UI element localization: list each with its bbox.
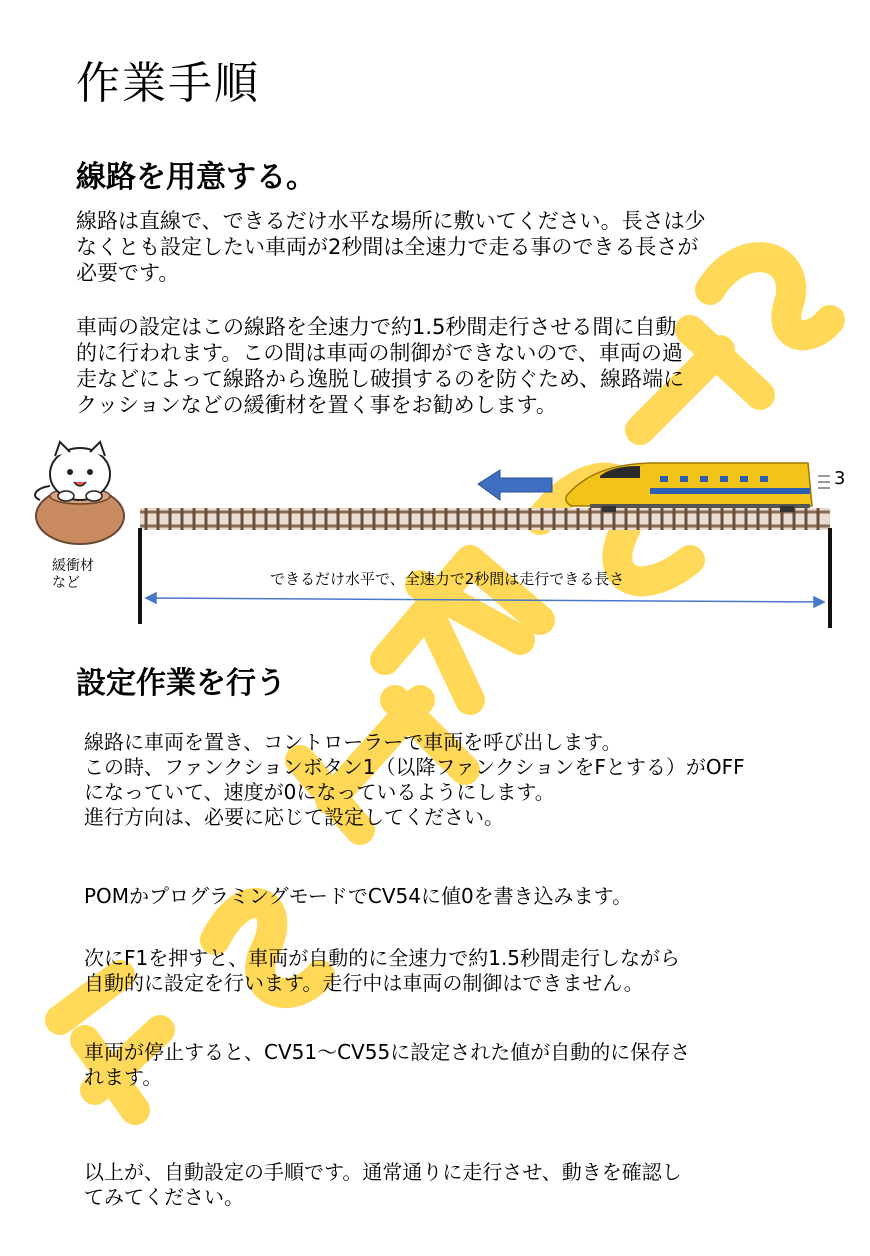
railway-track (140, 508, 830, 530)
section-heading-prepare-track: 線路を用意する。 (76, 160, 316, 195)
direction-arrow-icon (478, 470, 552, 500)
paragraph-cushion-recommendation: 車両の設定はこの線路を全速力で約1.5秒間走行させる間に自動 的に行われます。この間は車両の制御ができないので、車両の過 走などによって線路から逸脱し破損するのを防ぐため、線路端に クッションなどの緩衝材を置く事をお勧めします。 (76, 315, 685, 417)
paragraph-conclusion: 以上が、自動設定の手順です。通常通りに走行させ、動きを確認し てみてください。 (84, 1160, 682, 1209)
paragraph-track-requirements: 線路は直線で、できるだけ水平な場所に敷いてください。長さは少 なくとも設定したい車両が2秒間は全速力で走る事のできる長さが 必要です。 (76, 209, 706, 285)
distance-label: できるだけ水平で、全速力で2秒間は走行できる長さ (270, 570, 625, 588)
cat-cushion-illustration (35, 442, 124, 544)
paragraph-write-cv54: POMかプログラミングモードでCV54に値0を書き込みます。 (84, 884, 633, 908)
paragraph-values-saved: 車両が停止すると、CV51～CV55に設定された値が自動的に保存さ れます。 (84, 1040, 691, 1089)
paragraph-call-vehicle: 線路に車両を置き、コントローラーで車両を呼び出します。 この時、ファンクションボタン1（以降ファンクションをFとする）がOFF になっていて、速度が0になっているようにします。 進行方向は、必要に応じて設定してください。 (84, 730, 745, 829)
length-dimension-arrow (146, 593, 824, 607)
train-illustration (566, 463, 830, 512)
buffer-label: 緩衝材 など (52, 558, 94, 591)
section-heading-setup-work: 設定作業を行う (76, 666, 286, 701)
paragraph-press-f1: 次にF1を押すと、車両が自動的に全速力で約1.5秒間走行しながら 自動的に設定を行います。走行中は車両の制御はできません。 (84, 946, 681, 995)
page-title: 作業手順 (76, 58, 260, 109)
train-number-label: 3 (834, 468, 846, 489)
track-diagram (0, 436, 870, 636)
